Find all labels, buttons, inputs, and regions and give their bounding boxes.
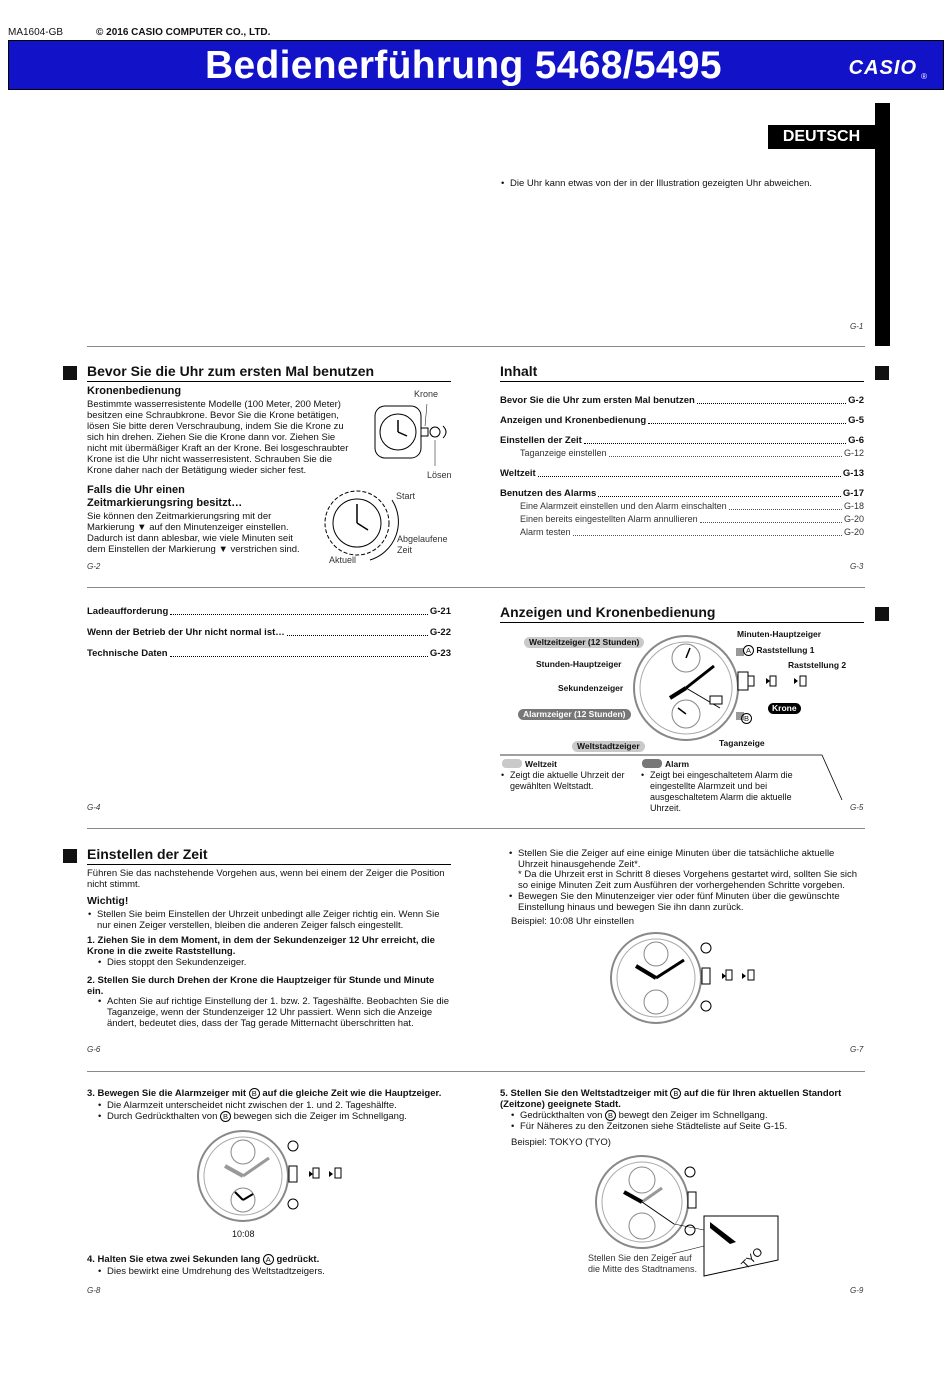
button-b-icon: B [220,1111,231,1122]
time-label: 10:08 [232,1229,255,1239]
caption-line: die Mitte des Stadtnamens. [588,1264,698,1274]
toc-page: G-2 [848,395,864,406]
toc-sub-row[interactable] [500,447,864,460]
diagram-caption [588,1253,697,1275]
manual-title: Bedienerführung 5468/5495 [205,44,722,87]
example-label: Beispiel: TOKYO (TYO) [511,1137,611,1148]
subheading: Kronenbedienung [87,385,182,397]
step-note: • Achten Sie auf richtige Einstellung der 1. bzw. 2. Tageshälfte. Beobachten Sie die Taganzeige, wenn der Stundenzeiger 12 Uhr passiert. Wenn sich die Anzeige ändert, bedeutet dies, dass der Tag gerade Mitternacht überschritten hat. [97,996,451,1029]
toc-page: G-23 [429,648,451,659]
fig-label: Lösen [427,470,452,480]
legend-alarm: Alarm [665,759,690,769]
button-a-icon: A [743,645,754,656]
divider [87,828,865,829]
step-5 [500,1088,864,1110]
toc-row[interactable] [500,434,864,447]
toc-label: Technische Daten [87,648,168,659]
toc-label: Alarm testen [520,527,571,537]
krone-badge: Krone [768,703,801,714]
page-number: G-4 [87,803,101,812]
section-title: Anzeigen und Kronenbedienung [500,604,864,623]
section-marker [63,849,77,863]
toc-label: Ladeaufforderung [87,606,169,617]
button-b-icon: B [670,1088,681,1099]
fig-label: Start [396,491,416,501]
step-3 [87,1088,451,1099]
title-banner [8,40,944,90]
subheading-line: Falls die Uhr einen [87,484,185,496]
label-rast2: Raststellung 2 [788,660,847,670]
important-list [87,909,451,931]
g7-item: • Bewegen Sie den Minutenzeiger vier oder fünf Minuten über die gewünschte Einstellung hinaus und bewegen Sie ihn dann zurück. [508,891,864,913]
page-number: G-8 [87,1286,101,1295]
city-code-label: TYO [738,1244,766,1272]
toc-row[interactable] [87,626,451,639]
step-text: auf die für Ihren aktuellen Standort (Zeitzone) geeignete Stadt. [500,1088,842,1111]
casio-logo: CASIO [848,57,917,79]
section-marker [875,607,889,621]
watch-alarm-diagram [195,1128,355,1228]
subheading [87,484,242,510]
legend-alarm-text [640,770,825,814]
step-note: • Dies stoppt den Sekundenzeiger. [97,957,451,968]
manual-code: MA1604-GB [8,27,64,38]
legend-text: • Zeigt bei eingeschaltetem Alarm die eingestellte Alarmzeit und bei ausgeschaltetem Alarm die aktuelle Uhrzeit. [640,770,825,814]
toc-page: G-20 [843,527,864,537]
fig-label-line: Zeit [397,545,413,555]
page-number: G-6 [87,1045,101,1054]
toc-sub-row[interactable] [500,526,864,539]
toc-page: G-5 [848,415,864,426]
fig-label: Krone [414,389,439,399]
toc-page: G-22 [429,627,451,638]
paragraph: Sie können den Zeitmarkierungsring mit der Markierung ▼ auf den Minutenzeiger einstellen. Dadurch ist dann ablesbar, wie viele Minuten seit dem Einstellen der Markierung ▼ verstrichen sind. [87,511,300,555]
label-rast1 [743,645,814,656]
legend-weltzeit-text [500,770,630,792]
step-note [97,1111,451,1122]
toc-label: Einen bereits eingestellten Alarm annullieren [520,514,698,524]
toc-page: G-20 [843,514,864,524]
page-number: G-9 [850,1286,864,1295]
subheading-line: Zeitmarkierungsring besitzt… [87,497,243,509]
g7-item: • Stellen Sie die Zeiger auf eine einige Minuten über die tatsächliche aktuelle Uhrzeit hinausgehende Zeit*. [508,848,864,870]
language-tab: DEUTSCH [768,125,875,149]
example-label: Beispiel: 10:08 Uhr einstellen [511,916,635,927]
important-item: • Stellen Sie beim Einstellen der Uhrzeit unbedingt alle Zeiger richtig ein. Wenn Sie nur einen Zeiger verstellen, bleiben die anderen Zeiger falsch eingestellt. [87,909,451,931]
toc-row[interactable] [87,605,451,618]
toc-sub-row[interactable] [500,513,864,526]
toc-row[interactable] [500,467,864,480]
step-note-text: Durch Gedrückthalten von [107,1111,221,1123]
button-b-label [741,713,752,724]
step-2-notes [97,996,451,1029]
toc-row[interactable] [87,647,451,660]
step-note: • Die Alarmzeit unterscheidet nicht zwischen der 1. und 2. Tageshälfte. [97,1100,451,1111]
divider [87,587,865,588]
toc-page: G-12 [843,448,864,458]
toc-label: Eine Alarmzeit einstellen und den Alarm einschalten [520,501,727,511]
toc-label: Einstellen der Zeit [500,435,582,446]
step-text: gedrückt. [273,1254,320,1266]
toc-page: G-6 [848,435,864,446]
divider [87,1071,865,1072]
legend-weltzeit: Weltzeit [525,759,557,769]
button-b-icon: B [249,1088,260,1099]
step-4-notes [97,1266,451,1277]
side-tab-bar [875,103,890,346]
step-text: 3. Bewegen Sie die Alarmzeiger mit [87,1088,249,1100]
watch-1008-diagram [608,930,768,1030]
step-note: • Dies bewirkt eine Umdrehung des Weltstadtzeigers. [97,1266,451,1277]
button-b-icon: B [605,1110,616,1121]
button-a-icon: A [263,1254,274,1265]
step-4 [87,1254,451,1265]
toc-sub-row[interactable] [500,500,864,513]
toc-label: Taganzeige einstellen [520,448,607,458]
page-number: G-1 [850,322,864,331]
legend-text: • Zeigt die aktuelle Uhrzeit der gewählten Weltstadt. [500,770,630,792]
button-b-icon: B [741,713,752,724]
toc-list [500,394,864,539]
label-text: Raststellung 1 [756,645,815,655]
section-title: Inhalt [500,363,864,382]
paragraph: Führen Sie das nachstehende Vorgehen aus, wenn bei einem der Zeiger die Position nicht stimmt. [87,868,445,890]
label-alarmzeiger [518,704,631,722]
step-note-text: Gedrückthalten von [520,1110,606,1122]
page-number: G-3 [850,562,864,571]
pill: Weltzeitzeiger (12 Stunden) [524,637,644,648]
step-note-text: bewegt den Zeiger im Schnellgang. [616,1110,768,1122]
registered-mark: ® [921,72,927,81]
label-minuten: Minuten-Hauptzeiger [737,629,822,639]
step-1-notes [97,957,451,968]
label-stunden: Stunden-Hauptzeiger [536,659,622,669]
label-tag: Taganzeige [719,738,765,748]
toc-list [87,605,451,660]
g7-footnote: * Da die Uhrzeit erst in Schritt 8 dieses Vorgehens gestartet wird, sollten Sie sich so einige Minuten Zeit zum Ausführen der vorhergehenden Schritte vorgeben. [518,869,857,891]
g7-list [508,848,864,870]
g7-list [508,891,864,913]
caption-line: Stellen Sie den Zeiger auf [588,1253,692,1263]
toc-row[interactable] [500,414,864,427]
step-2: 2. Stellen Sie durch Drehen der Krone die Hauptzeiger für Stunde und Minute ein. [87,975,435,997]
page-number: G-2 [87,562,101,571]
section-marker [875,366,889,380]
crown-diagram [365,396,455,476]
toc-label: Benutzen des Alarms [500,488,597,499]
step-text: auf die gleiche Zeit wie die Hauptzeiger. [259,1088,442,1100]
label-sekunden: Sekundenzeiger [558,683,624,693]
page-number: G-5 [850,803,864,812]
step-text: 4. Halten Sie etwa zwei Sekunden lang [87,1254,263,1266]
g1-notes [500,178,860,189]
section-title: Einstellen der Zeit [87,846,451,865]
step-note [510,1110,864,1121]
fig-label [397,534,448,556]
fig-label-line: Abgelaufene [397,534,448,544]
toc-page: G-21 [429,606,451,617]
toc-page: G-18 [843,501,864,511]
label-weltzeitzeiger [524,632,644,650]
toc-page: G-17 [842,488,864,499]
toc-row[interactable] [500,394,864,407]
step-5-notes [510,1110,864,1132]
section-title: Bevor Sie die Uhr zum ersten Mal benutzen [87,363,451,382]
toc-label: Anzeigen und Kronenbedienung [500,415,647,426]
paragraph: Bestimmte wasserresistente Modelle (100 Meter, 200 Meter) besitzen eine Schraubkrone. Bevor Sie die Krone betätigen, lösen Sie bitte deren Verschraubung, indem Sie die Krone zu sich hin drehen. Ziehen Sie die Krone dann vor. Ziehen Sie nicht mit übermäßiger Kraft an der Krone. Bei losgeschraubter Krone ist die Uhr nicht wasserresistent. Schrauben Sie die Krone daher nach der Betätigung wieder sicher fest. [87,399,349,476]
toc-label: Bevor Sie die Uhr zum ersten Mal benutzen [500,395,695,406]
divider [87,346,865,347]
page-number: G-7 [850,1045,864,1054]
step-1: 1. Ziehen Sie in dem Moment, in dem der Sekundenzeiger 12 Uhr erreicht, die Krone in die zweite Raststellung. [87,935,435,957]
step-3-notes [97,1100,451,1122]
step-note-text: bewegen sich die Zeiger im Schnellgang. [231,1111,407,1123]
step-text: 5. Stellen Sie den Weltstadtzeiger mit [500,1088,671,1100]
section-marker [63,366,77,380]
copyright: © 2016 CASIO COMPUTER CO., LTD. [96,27,271,38]
label-weltstadt [572,736,645,754]
g1-note: • Die Uhr kann etwas von der in der Illustration gezeigten Uhr abweichen. [500,178,860,189]
toc-row[interactable] [500,487,864,500]
fig-label: Aktuell [329,555,357,565]
toc-page: G-13 [842,468,864,479]
pill: Weltstadtzeiger [572,741,645,752]
important-heading: Wichtig! [87,895,129,907]
step-note: • Für Näheres zu den Zeitzonen siehe Städteliste auf Seite G-15. [510,1121,864,1132]
pill: Alarmzeiger (12 Stunden) [518,709,631,720]
toc-label: Wenn der Betrieb der Uhr nicht normal ist… [87,627,285,638]
toc-label: Weltzeit [500,468,536,479]
